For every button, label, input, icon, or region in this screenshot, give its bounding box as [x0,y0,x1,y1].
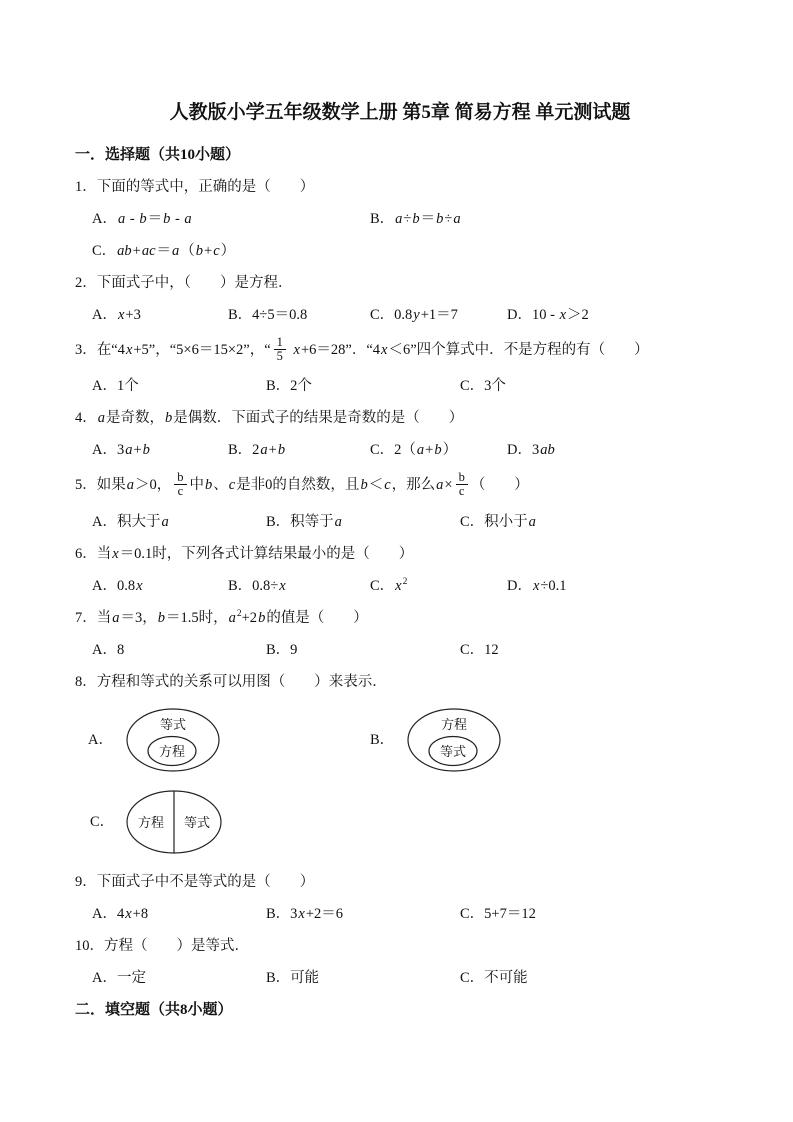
option-label-B: B． [266,969,291,986]
option-label-D: D． [507,307,532,323]
option-label-D: D． [507,442,532,459]
question-9-option-A [92,904,266,924]
math-variable: b [360,477,368,494]
question-10-option-B [266,968,460,988]
math-variable: a [161,513,169,530]
option-label-C: C． [460,378,485,395]
text-segment: 可能 [290,969,320,986]
question-4-number: 4． [75,410,97,427]
text-segment: 9 [290,641,298,658]
option-label-C: C． [90,813,115,830]
question-6-option-B [228,576,370,596]
question-6-stem [75,544,725,564]
text-segment: 3个 [484,378,506,395]
text-segment: 10 - [531,307,559,323]
text-segment: 下面式子中不是等式的是（ ） [96,873,315,890]
venn-right-label: 等式 [184,814,211,830]
option-label-B: B． [266,641,291,658]
math-variable: b [277,442,286,459]
text-segment: ＜6”四个算式中．不是方程的有（ ） [388,341,649,358]
math-variable: x [279,577,286,594]
question-5 [75,472,725,531]
option-label-C: C． [92,243,117,259]
option-label-C: C． [460,641,485,658]
text-segment: ＝0.1时，下列各式计算结果最小的是（ ） [119,545,414,562]
text-segment: ） [220,243,236,259]
question-5-stem [75,472,725,499]
fraction-denominator: 5 [276,349,283,364]
question-10-stem [75,936,725,956]
text-segment: 4 [116,905,125,922]
question-8-stem [75,672,725,692]
question-8 [75,672,725,856]
math-variable: b [157,609,165,626]
question-2 [75,273,725,325]
text-segment: + [425,442,434,459]
text-segment: ＝ [420,211,436,227]
venn-inner-label: 方程 [158,743,185,759]
question-3-stem [75,337,725,364]
question-6-options-row-1 [75,576,725,596]
question-1-stem [75,177,725,197]
text-segment: 2（ [394,442,416,459]
question-8-diagram-a [88,704,225,776]
text-segment: +5”，“5×6＝15×2”，“ [133,341,271,358]
question-3-option-C [460,376,725,396]
text-segment: 0.8÷ [252,577,279,594]
math-variable: b [142,442,150,459]
option-label-A: A． [88,731,113,748]
question-10-option-A [92,968,266,988]
option-label-C: C． [370,442,395,459]
text-segment: 方程（ ）是等式． [104,937,249,954]
math-variable: x [298,905,305,922]
question-2-option-D [507,305,725,325]
option-label-B: B． [228,577,253,594]
text-segment: ） [442,442,458,459]
option-label-B: B． [228,307,253,323]
math-variable: x [125,341,133,358]
question-3-number: 3． [75,341,97,358]
fraction [456,471,468,498]
question-7-option-B [266,640,460,660]
question-2-options-row-1 [75,305,725,325]
section-2-heading: 二．填空题（共8小题） [75,1001,233,1018]
text-segment: × [444,477,453,494]
question-9-option-C [460,904,725,924]
text-segment: ＝ [156,243,172,259]
math-superscript: 2 [402,576,408,587]
math-variable: a [416,442,425,459]
math-variable: a [334,513,342,530]
text-segment: 下面式子中，（ ）是方程． [96,275,293,291]
question-10-option-C [460,968,725,988]
venn-diagram-b [402,704,506,776]
text-segment: 的值是（ ） [266,609,368,626]
question-8-diagram-b [370,704,506,776]
option-label-C: C． [460,513,485,530]
question-4-option-D [507,440,725,460]
page-title: 人教版小学五年级数学上册 第5章 简易方程 单元测试题 [169,102,631,123]
venn-inner-label: 等式 [440,743,467,759]
question-10-options-row-1 [75,968,725,988]
math-variable: a [453,211,461,227]
math-superscript: 2 [236,608,242,619]
text-segment: 0.8 [116,577,136,594]
math-variable: x [117,307,125,323]
math-variable: b [163,211,171,227]
math-variable: x [136,577,143,594]
question-2-stem [75,273,725,293]
question-1-option-B [370,209,725,229]
question-8-number: 8． [75,673,97,690]
question-9-option-B [266,904,460,924]
question-1-options-row-1 [75,209,725,229]
option-label-B: B． [266,905,291,922]
text-segment: 如果 [96,477,126,494]
question-7 [75,608,725,660]
text-segment: ＞0， [135,477,172,494]
text-segment: 是偶数．下面式子的结果是奇数的是（ ） [173,410,464,427]
math-variable: a [125,442,133,459]
text-segment: - [171,211,184,227]
math-variable: b [434,442,442,459]
text-segment: +1＝7 [420,307,458,323]
question-5-option-A [92,512,266,532]
question-5-option-C [460,512,725,532]
fraction-denominator: c [458,484,465,499]
math-variable: a [184,211,192,227]
text-segment: 在“4 [96,341,125,358]
option-label-A: A． [92,577,117,594]
question-6-option-D [507,576,725,596]
question-3 [75,337,725,396]
section-1-heading: 一．选择题（共10小题） [75,147,241,163]
math-variable: b [205,477,213,494]
option-label-A: A． [92,641,117,658]
fraction-numerator: 1 [274,336,286,350]
math-variable: a [117,211,126,227]
questions-container [75,177,725,988]
text-segment: + [132,243,141,259]
math-variable: ac [141,243,156,259]
question-4-stem [75,408,725,428]
venn-left-label: 方程 [138,814,165,830]
math-variable: a [260,442,268,459]
text-segment: 0.8 [394,307,413,323]
text-segment: 12 [484,641,499,658]
math-variable: a [97,410,105,427]
math-variable: c [213,243,220,259]
question-9-options-row-1 [75,904,725,924]
math-variable: a [172,243,180,259]
venn-diagram-c [122,788,226,856]
text-segment: ＝3， [120,609,157,626]
math-variable: b [139,211,147,227]
question-9-number: 9． [75,873,97,890]
text-segment: 2 [252,442,260,459]
text-segment: 积大于 [116,513,161,530]
math-variable: a [126,477,134,494]
text-segment: 是非0的自然数，且 [236,477,360,494]
text-segment: （ [180,243,195,259]
text-segment: 4÷5＝0.8 [252,307,308,323]
text-segment: +8 [132,905,149,922]
fraction-numerator: b [456,471,468,485]
question-4-option-B [228,440,370,460]
math-variable: a [528,513,536,530]
text-segment: 1个 [116,378,139,395]
text-segment: ÷ [444,211,453,227]
question-6-option-A [92,576,228,596]
text-segment: +3 [125,307,141,323]
math-variable: a [112,609,120,626]
text-segment: ＝ [147,211,163,227]
question-3-option-B [266,376,460,396]
text-segment: 方程和等式的关系可以用图（ ）来表示． [96,673,387,690]
text-segment: ÷ [403,211,412,227]
question-9-stem [75,872,725,892]
option-label-A: A． [92,211,117,227]
question-7-option-A [92,640,266,660]
option-label-C: C． [460,905,485,922]
question-3-option-A [92,376,266,396]
text-segment: （ ） [470,477,529,494]
question-2-number: 2． [75,275,97,291]
math-variable: y [413,307,420,323]
text-segment: + [268,442,277,459]
option-label-B: B． [266,513,291,530]
math-variable: x [125,905,132,922]
question-2-option-B [228,305,370,325]
text-segment: 3 [116,442,125,459]
math-variable: x [381,341,388,358]
option-label-A: A． [92,969,117,986]
text-segment: +6＝28”．“4 [300,341,381,358]
option-label-A: A． [92,307,117,323]
text-segment: 3 [290,905,298,922]
math-variable: x [559,307,567,323]
text-segment: ＜ [368,477,384,494]
fraction [274,336,286,363]
question-7-stem [75,608,725,628]
question-8-diagram-row-2 [75,788,725,856]
text-segment: 下面的等式中，正确的是（ ） [96,179,315,195]
text-segment: ，那么 [391,477,436,494]
question-1 [75,177,725,261]
question-6-number: 6． [75,545,97,562]
fraction-numerator: b [174,471,186,485]
question-2-option-A [92,305,228,325]
question-1-number: 1． [75,179,97,195]
math-variable: a [395,211,403,227]
math-variable: b [412,211,420,227]
question-8-diagram-c [90,788,226,856]
question-1-options-row-2 [75,241,725,261]
text-segment: 2个 [290,378,312,395]
text-segment: 、 [213,477,228,494]
question-4-option-A [92,440,228,460]
math-variable: x [532,577,540,594]
text-segment: 不可能 [484,969,528,986]
text-segment: 5+7＝12 [484,905,536,922]
option-label-A: A． [92,442,117,459]
question-5-number: 5． [75,477,97,494]
question-10 [75,936,725,988]
text-segment: 积小于 [484,513,528,530]
text-segment: 3 [531,442,540,459]
question-8-diagram-row-1 [75,704,725,776]
option-label-B: B． [369,731,395,748]
question-2-option-C [370,305,507,325]
text-segment: 一定 [116,969,146,986]
math-variable: b [195,243,204,259]
question-6-option-C [370,576,507,596]
text-segment: 中 [189,477,204,494]
math-variable: x [395,577,402,594]
question-7-number: 7． [75,609,97,626]
option-label-B: B． [370,211,395,227]
option-label-C: C． [460,969,485,986]
text-segment [289,342,293,358]
fraction-denominator: c [177,484,184,499]
option-label-A: A． [92,513,117,530]
venn-outer-label: 方程 [441,716,468,732]
math-variable: c [228,477,236,494]
question-7-option-C [460,640,725,660]
question-9 [75,872,725,924]
math-variable: ab [117,243,132,259]
option-label-A: A． [92,378,117,395]
text-segment: 当 [96,609,112,626]
question-4 [75,408,725,460]
venn-outer-label: 等式 [159,716,186,732]
question-4-options-row-1 [75,440,725,460]
question-4-option-C [370,440,507,460]
text-segment: +2＝6 [305,905,344,922]
question-1-option-C [92,241,370,261]
text-segment: +2 [241,609,258,626]
text-segment: ÷0.1 [540,577,567,594]
text-segment: - [126,211,139,227]
question-6 [75,544,725,596]
question-5-option-B [266,512,460,532]
option-label-B: B． [266,378,291,395]
math-variable: a [436,477,444,494]
venn-diagram-a [121,704,225,776]
math-variable: c [384,477,391,494]
option-label-C: C． [370,577,395,594]
question-5-options-row-1 [75,512,725,532]
math-variable: b [258,609,266,626]
question-10-number: 10． [75,937,104,954]
text-segment: + [133,442,142,459]
option-label-C: C． [370,307,395,323]
question-3-options-row-1 [75,376,725,396]
text-segment: 8 [116,641,125,658]
text-segment: ＝1.5时， [166,609,228,626]
option-label-B: B． [228,442,253,459]
math-variable: a [228,609,236,626]
math-variable: x [112,545,119,562]
math-variable: b [436,211,444,227]
math-variable: ab [540,442,555,459]
text-segment: 当 [96,545,112,562]
question-1-option-A [92,209,370,229]
text-segment: 是奇数， [106,410,164,427]
fraction [174,471,186,498]
text-segment: ＞2 [567,307,589,323]
math-variable: x [293,341,300,358]
option-label-A: A． [92,905,117,922]
text-segment: + [204,243,213,259]
math-variable: b [165,410,173,427]
question-7-options-row-1 [75,640,725,660]
option-label-D: D． [507,577,532,594]
text-segment: 积等于 [290,513,334,530]
